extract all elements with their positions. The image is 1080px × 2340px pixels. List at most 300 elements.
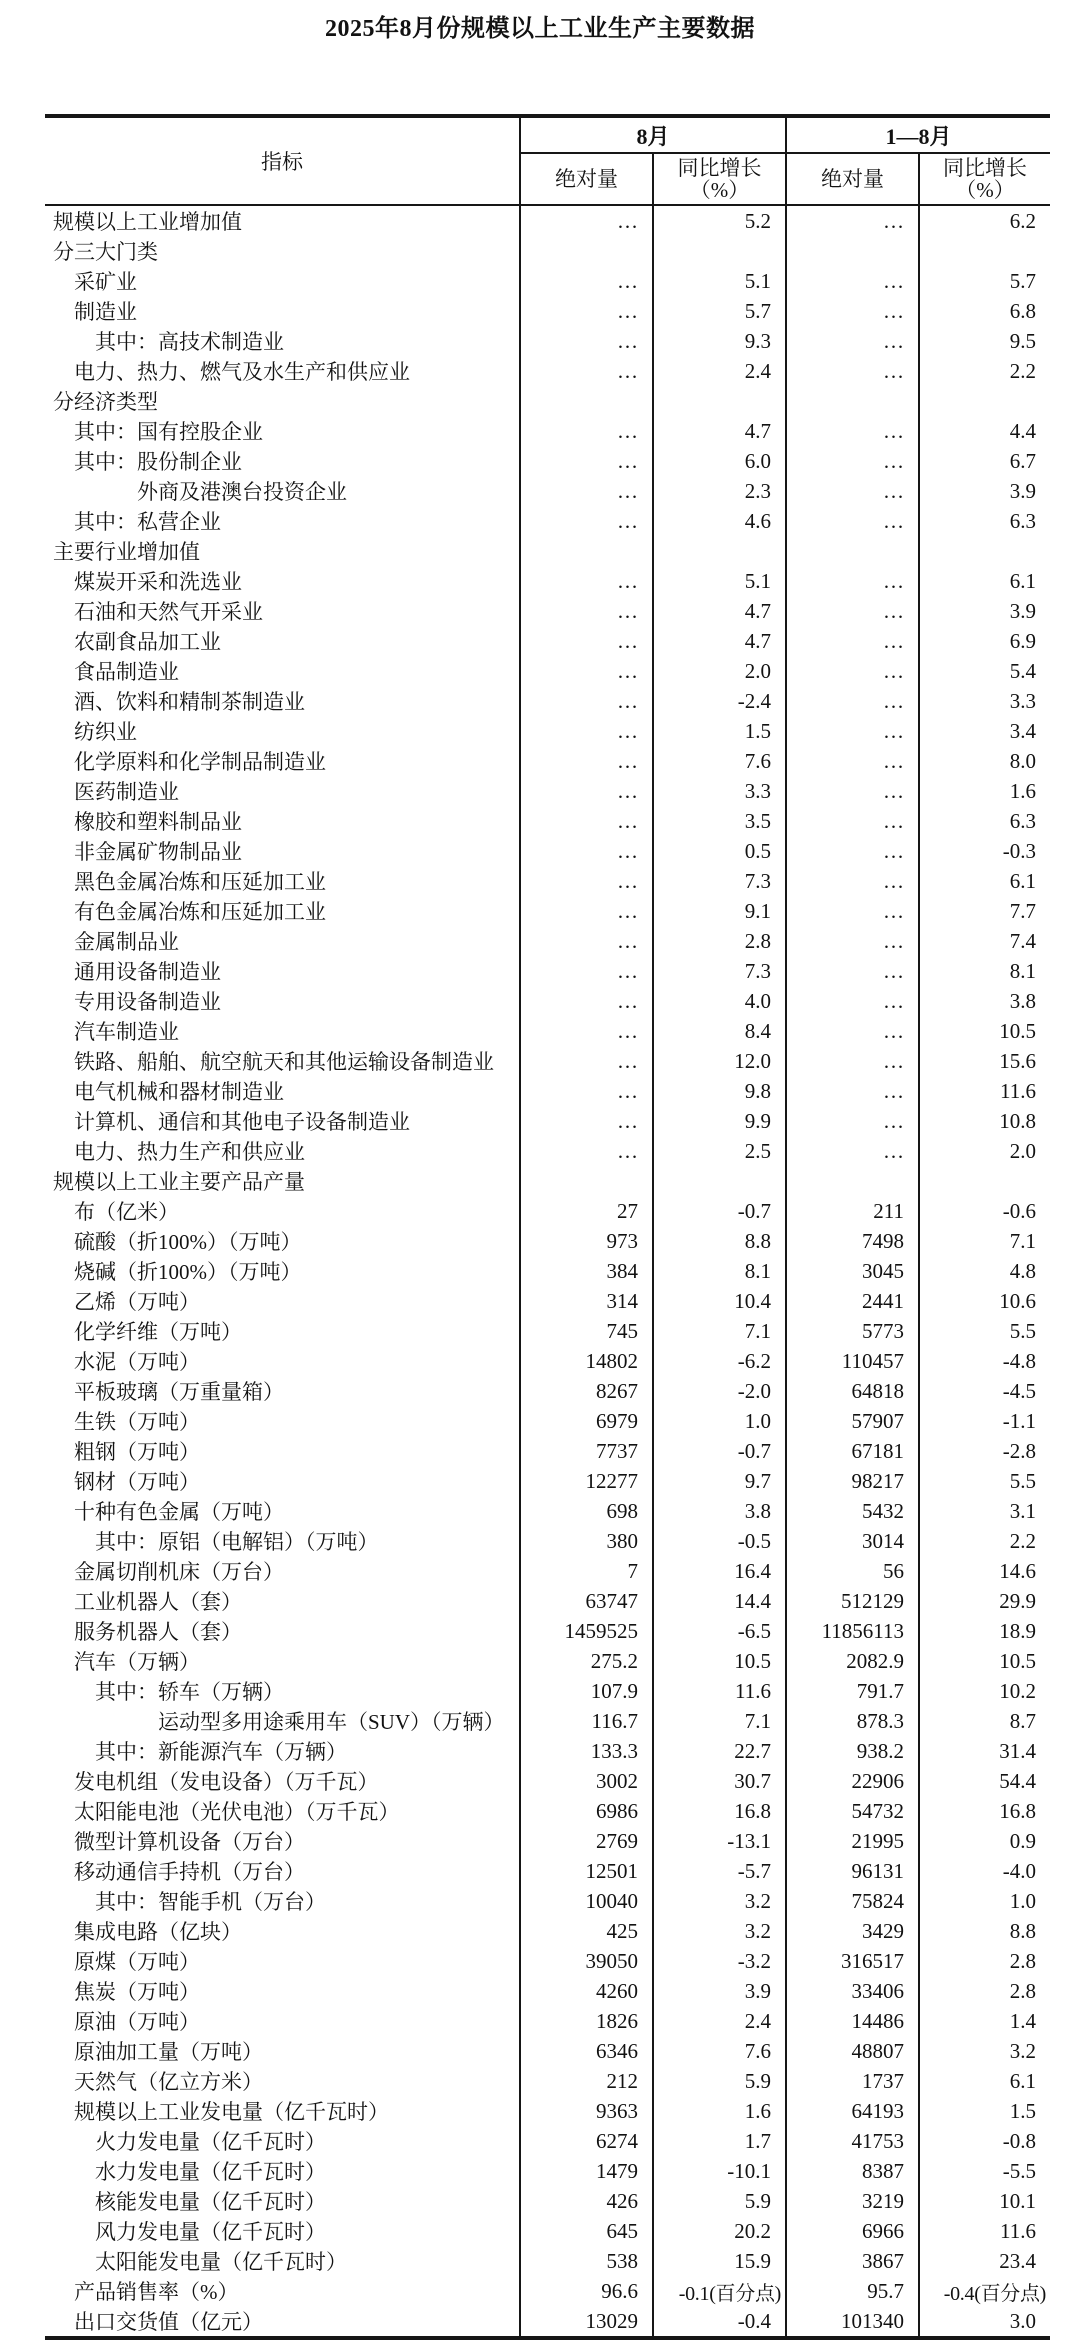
cum-yoy-growth: 2.0 (919, 1136, 1050, 1166)
indicator-label: 其中：轿车（万辆） (95, 1680, 284, 1704)
indicator-label: 工业机器人（套） (74, 1590, 242, 1614)
aug-absolute-value: … (520, 716, 653, 746)
indicator-label: 太阳能电池（光伏电池）（万千瓦） (74, 1800, 400, 1824)
aug-yoy-growth: 3.9 (653, 1976, 786, 2006)
cum-absolute-value: 14486 (786, 2006, 919, 2036)
aug-yoy-growth: -2.4 (653, 686, 786, 716)
table-row (45, 746, 1050, 776)
aug-yoy-growth: 10.5 (653, 1646, 786, 1676)
aug-absolute-value: 426 (520, 2186, 653, 2216)
indicator-label: 水力发电量（亿千瓦时） (95, 2160, 326, 2184)
indicator-label: 农副食品加工业 (74, 630, 221, 654)
aug-absolute-value: 314 (520, 1286, 653, 1316)
cum-absolute-value: … (786, 1046, 919, 1076)
aug-absolute-value: … (520, 626, 653, 656)
cum-absolute-value: 96131 (786, 1856, 919, 1886)
aug-absolute-value: 27 (520, 1196, 653, 1226)
indicator-label: 运动型多用途乘用车（SUV）（万辆） (158, 1710, 505, 1734)
cum-absolute-value: … (786, 686, 919, 716)
aug-yoy-growth: -13.1 (653, 1826, 786, 1856)
cum-absolute-value: 110457 (786, 1346, 919, 1376)
cum-yoy-growth: 6.7 (919, 446, 1050, 476)
cum-yoy-growth: 54.4 (919, 1766, 1050, 1796)
indicator-label: 其中：国有控股企业 (74, 420, 263, 444)
cum-yoy-growth: -4.8 (919, 1346, 1050, 1376)
aug-absolute-value: … (520, 776, 653, 806)
cum-yoy-growth: 10.6 (919, 1286, 1050, 1316)
cum-absolute-value: … (786, 416, 919, 446)
aug-yoy-growth: 7.1 (653, 1706, 786, 1736)
aug-absolute-value: … (520, 956, 653, 986)
table-row (45, 2006, 1050, 2036)
cum-absolute-value: 21995 (786, 1826, 919, 1856)
indicator-label: 电力、热力生产和供应业 (74, 1140, 305, 1164)
aug-absolute-value: 384 (520, 1256, 653, 1286)
cum-absolute-value: 1737 (786, 2066, 919, 2096)
aug-absolute-value: 380 (520, 1526, 653, 1556)
indicator-label: 钢材（万吨） (74, 1470, 200, 1494)
yoy-growth-label: 同比增长 (677, 156, 762, 180)
indicator-label: 出口交货值（亿元） (74, 2310, 263, 2334)
cum-yoy-growth: 9.5 (919, 326, 1050, 356)
indicator-label: 移动通信手持机（万台） (74, 1860, 305, 1884)
table-row (45, 1466, 1050, 1496)
cum-yoy-growth: 3.4 (919, 716, 1050, 746)
indicator-label: 其中：股份制企业 (74, 450, 242, 474)
table-row (45, 776, 1050, 806)
cum-yoy-growth: 31.4 (919, 1736, 1050, 1766)
indicator-label: 通用设备制造业 (74, 960, 221, 984)
aug-yoy-growth: 22.7 (653, 1736, 786, 1766)
aug-yoy-growth: -6.2 (653, 1346, 786, 1376)
indicator-label: 医药制造业 (74, 780, 179, 804)
cum-absolute-value (786, 1166, 919, 1196)
table-row (45, 836, 1050, 866)
aug-absolute-value: … (520, 566, 653, 596)
aug-yoy-growth: 1.5 (653, 716, 786, 746)
table-row (45, 2276, 1050, 2306)
aug-yoy-growth: 8.8 (653, 1226, 786, 1256)
table-row (45, 1346, 1050, 1376)
aug-yoy-growth: -10.1 (653, 2156, 786, 2186)
aug-absolute-value: 96.6 (520, 2276, 653, 2306)
aug-yoy-growth: -6.5 (653, 1616, 786, 1646)
table-row (45, 356, 1050, 386)
aug-absolute-value (520, 386, 653, 416)
aug-yoy-growth: 3.5 (653, 806, 786, 836)
aug-absolute-value: 116.7 (520, 1706, 653, 1736)
table-row (45, 1616, 1050, 1646)
aug-yoy-growth: 5.1 (653, 266, 786, 296)
aug-absolute-value: … (520, 356, 653, 386)
table-row (45, 2036, 1050, 2066)
aug-yoy-growth: -2.0 (653, 1376, 786, 1406)
table-row (45, 926, 1050, 956)
cum-absolute-value: … (786, 446, 919, 476)
aug-yoy-growth: 2.4 (653, 2006, 786, 2036)
cum-yoy-growth: -1.1 (919, 1406, 1050, 1436)
aug-yoy-growth: 5.9 (653, 2186, 786, 2216)
cum-absolute-value (786, 536, 919, 566)
cum-absolute-value: … (786, 296, 919, 326)
aug-yoy-growth: 2.3 (653, 476, 786, 506)
cum-yoy-growth: -5.5 (919, 2156, 1050, 2186)
aug-yoy-growth: 3.3 (653, 776, 786, 806)
table-row (45, 476, 1050, 506)
indicator-label: 汽车制造业 (74, 1020, 179, 1044)
indicator-label: 电力、热力、燃气及水生产和供应业 (74, 360, 410, 384)
page-title: 2025年8月份规模以上工业生产主要数据 (325, 16, 755, 42)
yoy-growth-unit: （%） (689, 178, 750, 202)
table-row (45, 506, 1050, 536)
aug-absolute-value: … (520, 416, 653, 446)
cum-absolute-value (786, 386, 919, 416)
indicator-label: 主要行业增加值 (53, 540, 200, 564)
indicator-label: 外商及港澳台投资企业 (137, 480, 347, 504)
table-row (45, 1706, 1050, 1736)
indicator-label: 电气机械和器材制造业 (74, 1080, 284, 1104)
indicator-label: 核能发电量（亿千瓦时） (95, 2190, 326, 2214)
cum-absolute-value: 41753 (786, 2126, 919, 2156)
aug-yoy-growth: 12.0 (653, 1046, 786, 1076)
aug-yoy-growth: -0.1(百分点) (653, 2276, 786, 2306)
cum-yoy-growth: 2.2 (919, 1526, 1050, 1556)
table-row (45, 1376, 1050, 1406)
aug-absolute-value: 12277 (520, 1466, 653, 1496)
aug-absolute-value: 6979 (520, 1406, 653, 1436)
indicator-label: 制造业 (74, 300, 137, 324)
cum-yoy-growth: 3.0 (919, 2306, 1050, 2338)
aug-absolute-value: … (520, 476, 653, 506)
aug-absolute-value: 63747 (520, 1586, 653, 1616)
cum-yoy-growth: 3.3 (919, 686, 1050, 716)
cum-absolute-value: 3219 (786, 2186, 919, 2216)
aug-yoy-growth (653, 386, 786, 416)
table-row (45, 2096, 1050, 2126)
aug-yoy-growth: 9.9 (653, 1106, 786, 1136)
cum-yoy-growth: -0.4(百分点) (919, 2276, 1050, 2306)
aug-yoy-growth: 8.4 (653, 1016, 786, 1046)
indicator-label: 产品销售率（%） (74, 2280, 239, 2304)
indicator-label: 服务机器人（套） (74, 1620, 242, 1644)
aug-absolute-value: 3002 (520, 1766, 653, 1796)
cum-yoy-growth: 6.3 (919, 506, 1050, 536)
indicator-label: 粗钢（万吨） (74, 1440, 200, 1464)
aug-absolute-value: … (520, 266, 653, 296)
aug-absolute-value: … (520, 596, 653, 626)
aug-yoy-growth: 4.0 (653, 986, 786, 1016)
cum-absolute-value: 791.7 (786, 1676, 919, 1706)
aug-absolute-value: 973 (520, 1226, 653, 1256)
cum-yoy-growth: -0.8 (919, 2126, 1050, 2156)
cum-absolute-value: … (786, 566, 919, 596)
aug-yoy-growth: 3.2 (653, 1886, 786, 1916)
aug-yoy-growth: 7.3 (653, 866, 786, 896)
yoy-growth-label: 同比增长 (943, 156, 1028, 180)
cum-yoy-growth: 10.2 (919, 1676, 1050, 1706)
cum-yoy-growth: 10.5 (919, 1646, 1050, 1676)
cum-absolute-value: … (786, 926, 919, 956)
aug-yoy-growth: -5.7 (653, 1856, 786, 1886)
table-row (45, 2126, 1050, 2156)
absolute-value-label: 绝对量 (555, 167, 618, 191)
table-row (45, 1046, 1050, 1076)
aug-yoy-growth: 7.6 (653, 746, 786, 776)
aug-absolute-value: … (520, 866, 653, 896)
aug-absolute-value: … (520, 1106, 653, 1136)
indicator-label: 纺织业 (74, 720, 137, 744)
cum-absolute-value: 48807 (786, 2036, 919, 2066)
table-row (45, 1136, 1050, 1166)
table-row (45, 986, 1050, 1016)
cum-absolute-value: 54732 (786, 1796, 919, 1826)
indicator-label: 天然气（亿立方米） (74, 2070, 263, 2094)
cum-yoy-growth: 5.4 (919, 656, 1050, 686)
cum-absolute-value: 938.2 (786, 1736, 919, 1766)
cum-absolute-value: 67181 (786, 1436, 919, 1466)
indicator-label: 规模以上工业主要产品产量 (53, 1170, 305, 1194)
indicator-label: 集成电路（亿块） (74, 1920, 242, 1944)
cum-yoy-growth: 14.6 (919, 1556, 1050, 1586)
aug-yoy-growth: 3.8 (653, 1496, 786, 1526)
aug-yoy-growth: 4.7 (653, 626, 786, 656)
aug-yoy-growth: 11.6 (653, 1676, 786, 1706)
cum-yoy-growth: 3.9 (919, 596, 1050, 626)
header-jan-aug-group: 1—8月 (786, 116, 1050, 153)
aug-absolute-value: … (520, 205, 653, 236)
aug-absolute-value (520, 1166, 653, 1196)
cum-yoy-growth (919, 536, 1050, 566)
table-row (45, 2066, 1050, 2096)
aug-absolute-value: 14802 (520, 1346, 653, 1376)
cum-absolute-value: 3429 (786, 1916, 919, 1946)
table-row (45, 2246, 1050, 2276)
cum-yoy-growth: -2.8 (919, 1436, 1050, 1466)
cum-yoy-growth: 3.8 (919, 986, 1050, 1016)
cum-absolute-value: … (786, 205, 919, 236)
table-row (45, 326, 1050, 356)
aug-yoy-growth: 1.0 (653, 1406, 786, 1436)
aug-yoy-growth: 1.6 (653, 2096, 786, 2126)
table-row (45, 386, 1050, 416)
cum-yoy-growth (919, 236, 1050, 266)
aug-absolute-value: … (520, 896, 653, 926)
cum-yoy-growth (919, 386, 1050, 416)
cum-yoy-growth: 4.4 (919, 416, 1050, 446)
cum-absolute-value: 2441 (786, 1286, 919, 1316)
cum-absolute-value: 2082.9 (786, 1646, 919, 1676)
aug-absolute-value: … (520, 446, 653, 476)
aug-absolute-value: 275.2 (520, 1646, 653, 1676)
table-row (45, 236, 1050, 266)
indicator-label: 水泥（万吨） (74, 1350, 200, 1374)
indicator-label: 分经济类型 (53, 390, 158, 414)
table-row (45, 1496, 1050, 1526)
indicator-label: 金属切削机床（万台） (74, 1560, 284, 1584)
cum-absolute-value: 3045 (786, 1256, 919, 1286)
cum-absolute-value: 98217 (786, 1466, 919, 1496)
aug-yoy-growth: -0.5 (653, 1526, 786, 1556)
aug-absolute-value: … (520, 1076, 653, 1106)
aug-absolute-value: 6346 (520, 2036, 653, 2066)
aug-yoy-growth: 16.8 (653, 1796, 786, 1826)
table-row (45, 1076, 1050, 1106)
aug-yoy-growth: -0.7 (653, 1196, 786, 1226)
cum-yoy-growth: 7.1 (919, 1226, 1050, 1256)
indicator-label: 原油加工量（万吨） (74, 2040, 263, 2064)
indicator-label: 太阳能发电量（亿千瓦时） (95, 2250, 347, 2274)
table-row (45, 1766, 1050, 1796)
cum-absolute-value: 316517 (786, 1946, 919, 1976)
cum-absolute-value: 33406 (786, 1976, 919, 2006)
cum-yoy-growth: 6.2 (919, 205, 1050, 236)
table-row (45, 1406, 1050, 1436)
absolute-value-label: 绝对量 (821, 167, 885, 191)
aug-yoy-growth: -3.2 (653, 1946, 786, 1976)
indicator-label: 分三大门类 (53, 240, 158, 264)
cum-yoy-growth: 1.6 (919, 776, 1050, 806)
aug-yoy-growth: 5.1 (653, 566, 786, 596)
table-row (45, 416, 1050, 446)
table-row (45, 1286, 1050, 1316)
cum-absolute-value: 56 (786, 1556, 919, 1586)
table-row (45, 1526, 1050, 1556)
indicator-label: 其中：私营企业 (74, 510, 221, 534)
indicator-label: 烧碱（折100%）（万吨） (74, 1260, 302, 1284)
cum-absolute-value: 95.7 (786, 2276, 919, 2306)
aug-absolute-value: 538 (520, 2246, 653, 2276)
aug-yoy-growth: 14.4 (653, 1586, 786, 1616)
cum-yoy-growth: 3.1 (919, 1496, 1050, 1526)
table-row (45, 1856, 1050, 1886)
cum-absolute-value: 5773 (786, 1316, 919, 1346)
indicator-label: 原煤（万吨） (74, 1950, 200, 1974)
indicator-label: 煤炭开采和洗选业 (74, 570, 242, 594)
indicator-label: 平板玻璃（万重量箱） (74, 1380, 284, 1404)
aug-absolute-value: 12501 (520, 1856, 653, 1886)
cum-yoy-growth: 5.5 (919, 1316, 1050, 1346)
document-page (0, 14, 1080, 2334)
cum-yoy-growth: 2.2 (919, 356, 1050, 386)
cum-yoy-growth: 5.7 (919, 266, 1050, 296)
header-aug-yoy (653, 153, 786, 205)
cum-absolute-value: … (786, 1016, 919, 1046)
indicator-label: 风力发电量（亿千瓦时） (95, 2220, 326, 2244)
indicator-label: 十种有色金属（万吨） (74, 1500, 284, 1524)
table-row (45, 1946, 1050, 1976)
aug-absolute-value: 1459525 (520, 1616, 653, 1646)
cum-yoy-growth: 1.5 (919, 2096, 1050, 2126)
cum-absolute-value: … (786, 266, 919, 296)
table-row (45, 806, 1050, 836)
header-aug-absolute (520, 153, 653, 205)
cum-yoy-growth: 2.8 (919, 1976, 1050, 2006)
aug-absolute-value: 425 (520, 1916, 653, 1946)
aug-yoy-growth: 10.4 (653, 1286, 786, 1316)
cum-yoy-growth: 10.1 (919, 2186, 1050, 2216)
table-row (45, 596, 1050, 626)
cum-yoy-growth: -0.3 (919, 836, 1050, 866)
aug-yoy-growth: -0.7 (653, 1436, 786, 1466)
aug-yoy-growth: 9.3 (653, 326, 786, 356)
cum-yoy-growth: 6.1 (919, 866, 1050, 896)
industrial-production-table (45, 114, 1050, 2340)
cum-yoy-growth: 7.7 (919, 896, 1050, 926)
table-row (45, 266, 1050, 296)
aug-yoy-growth: 5.7 (653, 296, 786, 326)
aug-absolute-value: 39050 (520, 1946, 653, 1976)
table-row (45, 1226, 1050, 1256)
aug-yoy-growth: 6.0 (653, 446, 786, 476)
indicator-label: 发电机组（发电设备）（万千瓦） (74, 1770, 379, 1794)
cum-absolute-value: … (786, 956, 919, 986)
cum-yoy-growth: 6.1 (919, 566, 1050, 596)
cum-absolute-value: 64818 (786, 1376, 919, 1406)
aug-absolute-value: … (520, 326, 653, 356)
cum-yoy-growth: -4.0 (919, 1856, 1050, 1886)
cum-absolute-value: … (786, 596, 919, 626)
aug-absolute-value: 698 (520, 1496, 653, 1526)
aug-yoy-growth: 7.6 (653, 2036, 786, 2066)
indicator-label: 生铁（万吨） (74, 1410, 200, 1434)
table-row (45, 686, 1050, 716)
cum-yoy-growth: 4.8 (919, 1256, 1050, 1286)
aug-absolute-value: 10040 (520, 1886, 653, 1916)
header-indicator: 指标 (45, 116, 520, 205)
table-row (45, 296, 1050, 326)
header-cum-absolute (786, 153, 919, 205)
cum-absolute-value: … (786, 866, 919, 896)
aug-yoy-growth: 3.2 (653, 1916, 786, 1946)
aug-yoy-growth: 8.1 (653, 1256, 786, 1286)
aug-yoy-growth: 15.9 (653, 2246, 786, 2276)
aug-absolute-value: … (520, 656, 653, 686)
indicator-label: 专用设备制造业 (74, 990, 221, 1014)
cum-yoy-growth: 11.6 (919, 1076, 1050, 1106)
cum-yoy-growth: 18.9 (919, 1616, 1050, 1646)
table-body (45, 205, 1050, 2338)
aug-absolute-value: 7737 (520, 1436, 653, 1466)
table-row (45, 2216, 1050, 2246)
cum-yoy-growth: 16.8 (919, 1796, 1050, 1826)
aug-yoy-growth (653, 236, 786, 266)
indicator-label: 焦炭（万吨） (74, 1980, 200, 2004)
table-row (45, 1436, 1050, 1466)
table-row (45, 626, 1050, 656)
indicator-label: 规模以上工业增加值 (53, 210, 242, 234)
aug-yoy-growth: 7.1 (653, 1316, 786, 1346)
table-row (45, 1916, 1050, 1946)
cum-yoy-growth: 2.8 (919, 1946, 1050, 1976)
indicator-label: 火力发电量（亿千瓦时） (95, 2130, 326, 2154)
aug-yoy-growth: 1.7 (653, 2126, 786, 2156)
indicator-label: 原油（万吨） (74, 2010, 200, 2034)
indicator-label: 乙烯（万吨） (74, 1290, 200, 1314)
aug-yoy-growth: 2.8 (653, 926, 786, 956)
cum-yoy-growth: 8.7 (919, 1706, 1050, 1736)
aug-absolute-value: 4260 (520, 1976, 653, 2006)
aug-absolute-value: … (520, 806, 653, 836)
yoy-growth-unit: （%） (955, 178, 1015, 202)
cum-absolute-value: … (786, 506, 919, 536)
table-row (45, 1166, 1050, 1196)
cum-yoy-growth (919, 1166, 1050, 1196)
cum-absolute-value: … (786, 656, 919, 686)
cum-yoy-growth: 23.4 (919, 2246, 1050, 2276)
cum-absolute-value: 6966 (786, 2216, 919, 2246)
cum-absolute-value: … (786, 806, 919, 836)
aug-absolute-value: 645 (520, 2216, 653, 2246)
